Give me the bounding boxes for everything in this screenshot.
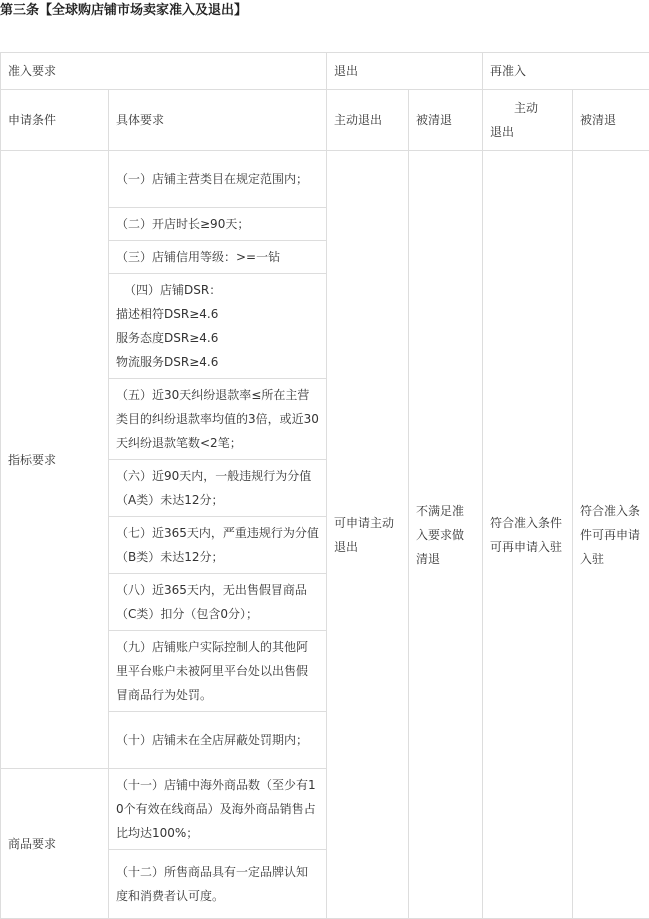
requirement-5: （五）近30天纠纷退款率≤所在主营类目的纠纷退款率均值的3倍，或近30天纠纷退款笔数<2笔； (109, 379, 327, 460)
requirement-2: （二）开店时长≥90天； (109, 208, 327, 241)
header-reentry-voluntary-line2: 退出 (490, 120, 565, 144)
table-row (1, 151, 649, 208)
header-reentry-voluntary (483, 90, 573, 151)
header-entry-requirements: 准入要求 (1, 53, 327, 90)
outcome-reentry-forced: 符合准入条件可再申请入驻 (573, 151, 649, 919)
requirement-11: （十一）店铺中海外商品数（至少有10个有效在线商品）及海外商品销售占比均达100%； (109, 769, 327, 850)
table-header-row (1, 53, 649, 90)
requirement-7: （七）近365天内，严重违规行为分值（B类）未达12分； (109, 517, 327, 574)
header-exit: 退出 (327, 53, 483, 90)
group-goods: 商品要求 (1, 769, 109, 919)
requirement-1: （一）店铺主营类目在规定范围内； (109, 151, 327, 208)
group-indicator: 指标要求 (1, 151, 109, 769)
requirement-9: （九）店铺账户实际控制人的其他阿里平台账户未被阿里平台处以出售假冒商品行为处罚。 (109, 631, 327, 712)
table-subheader-row (1, 90, 649, 151)
requirement-4-line-2: 描述相符DSR≥4.6 (116, 302, 319, 326)
requirement-6: （六）近90天内，一般违规行为分值（A类）未达12分； (109, 460, 327, 517)
requirement-4 (109, 274, 327, 379)
requirement-8: （八）近365天内，无出售假冒商品（C类）扣分（包含0分）； (109, 574, 327, 631)
header-forced-exit: 被清退 (409, 90, 483, 151)
requirement-4-line-1: （四）店铺DSR： (116, 278, 319, 302)
header-reentry: 再准入 (483, 53, 649, 90)
header-reentry-voluntary-line1: 主动 (490, 96, 565, 120)
requirement-4-line-3: 服务态度DSR≥4.6 (116, 326, 319, 350)
header-voluntary-exit: 主动退出 (327, 90, 409, 151)
outcome-reentry-voluntary: 符合准入条件可再申请入驻 (483, 151, 573, 919)
header-detail: 具体要求 (109, 90, 327, 151)
header-reentry-forced: 被清退 (573, 90, 649, 151)
header-condition: 申请条件 (1, 90, 109, 151)
requirement-12: （十二）所售商品具有一定品牌认知度和消费者认可度。 (109, 850, 327, 919)
page-title: 第三条【全球购店铺市场卖家准入及退出】 (0, 2, 247, 20)
outcome-forced-exit: 不满足准入要求做清退 (409, 151, 483, 919)
requirement-4-line-4: 物流服务DSR≥4.6 (116, 350, 319, 374)
requirement-10: （十）店铺未在全店屏蔽处罚期内； (109, 712, 327, 769)
rules-table (0, 52, 649, 919)
outcome-voluntary-exit: 可申请主动退出 (327, 151, 409, 919)
requirement-3: （三）店铺信用等级：>=一钻 (109, 241, 327, 274)
